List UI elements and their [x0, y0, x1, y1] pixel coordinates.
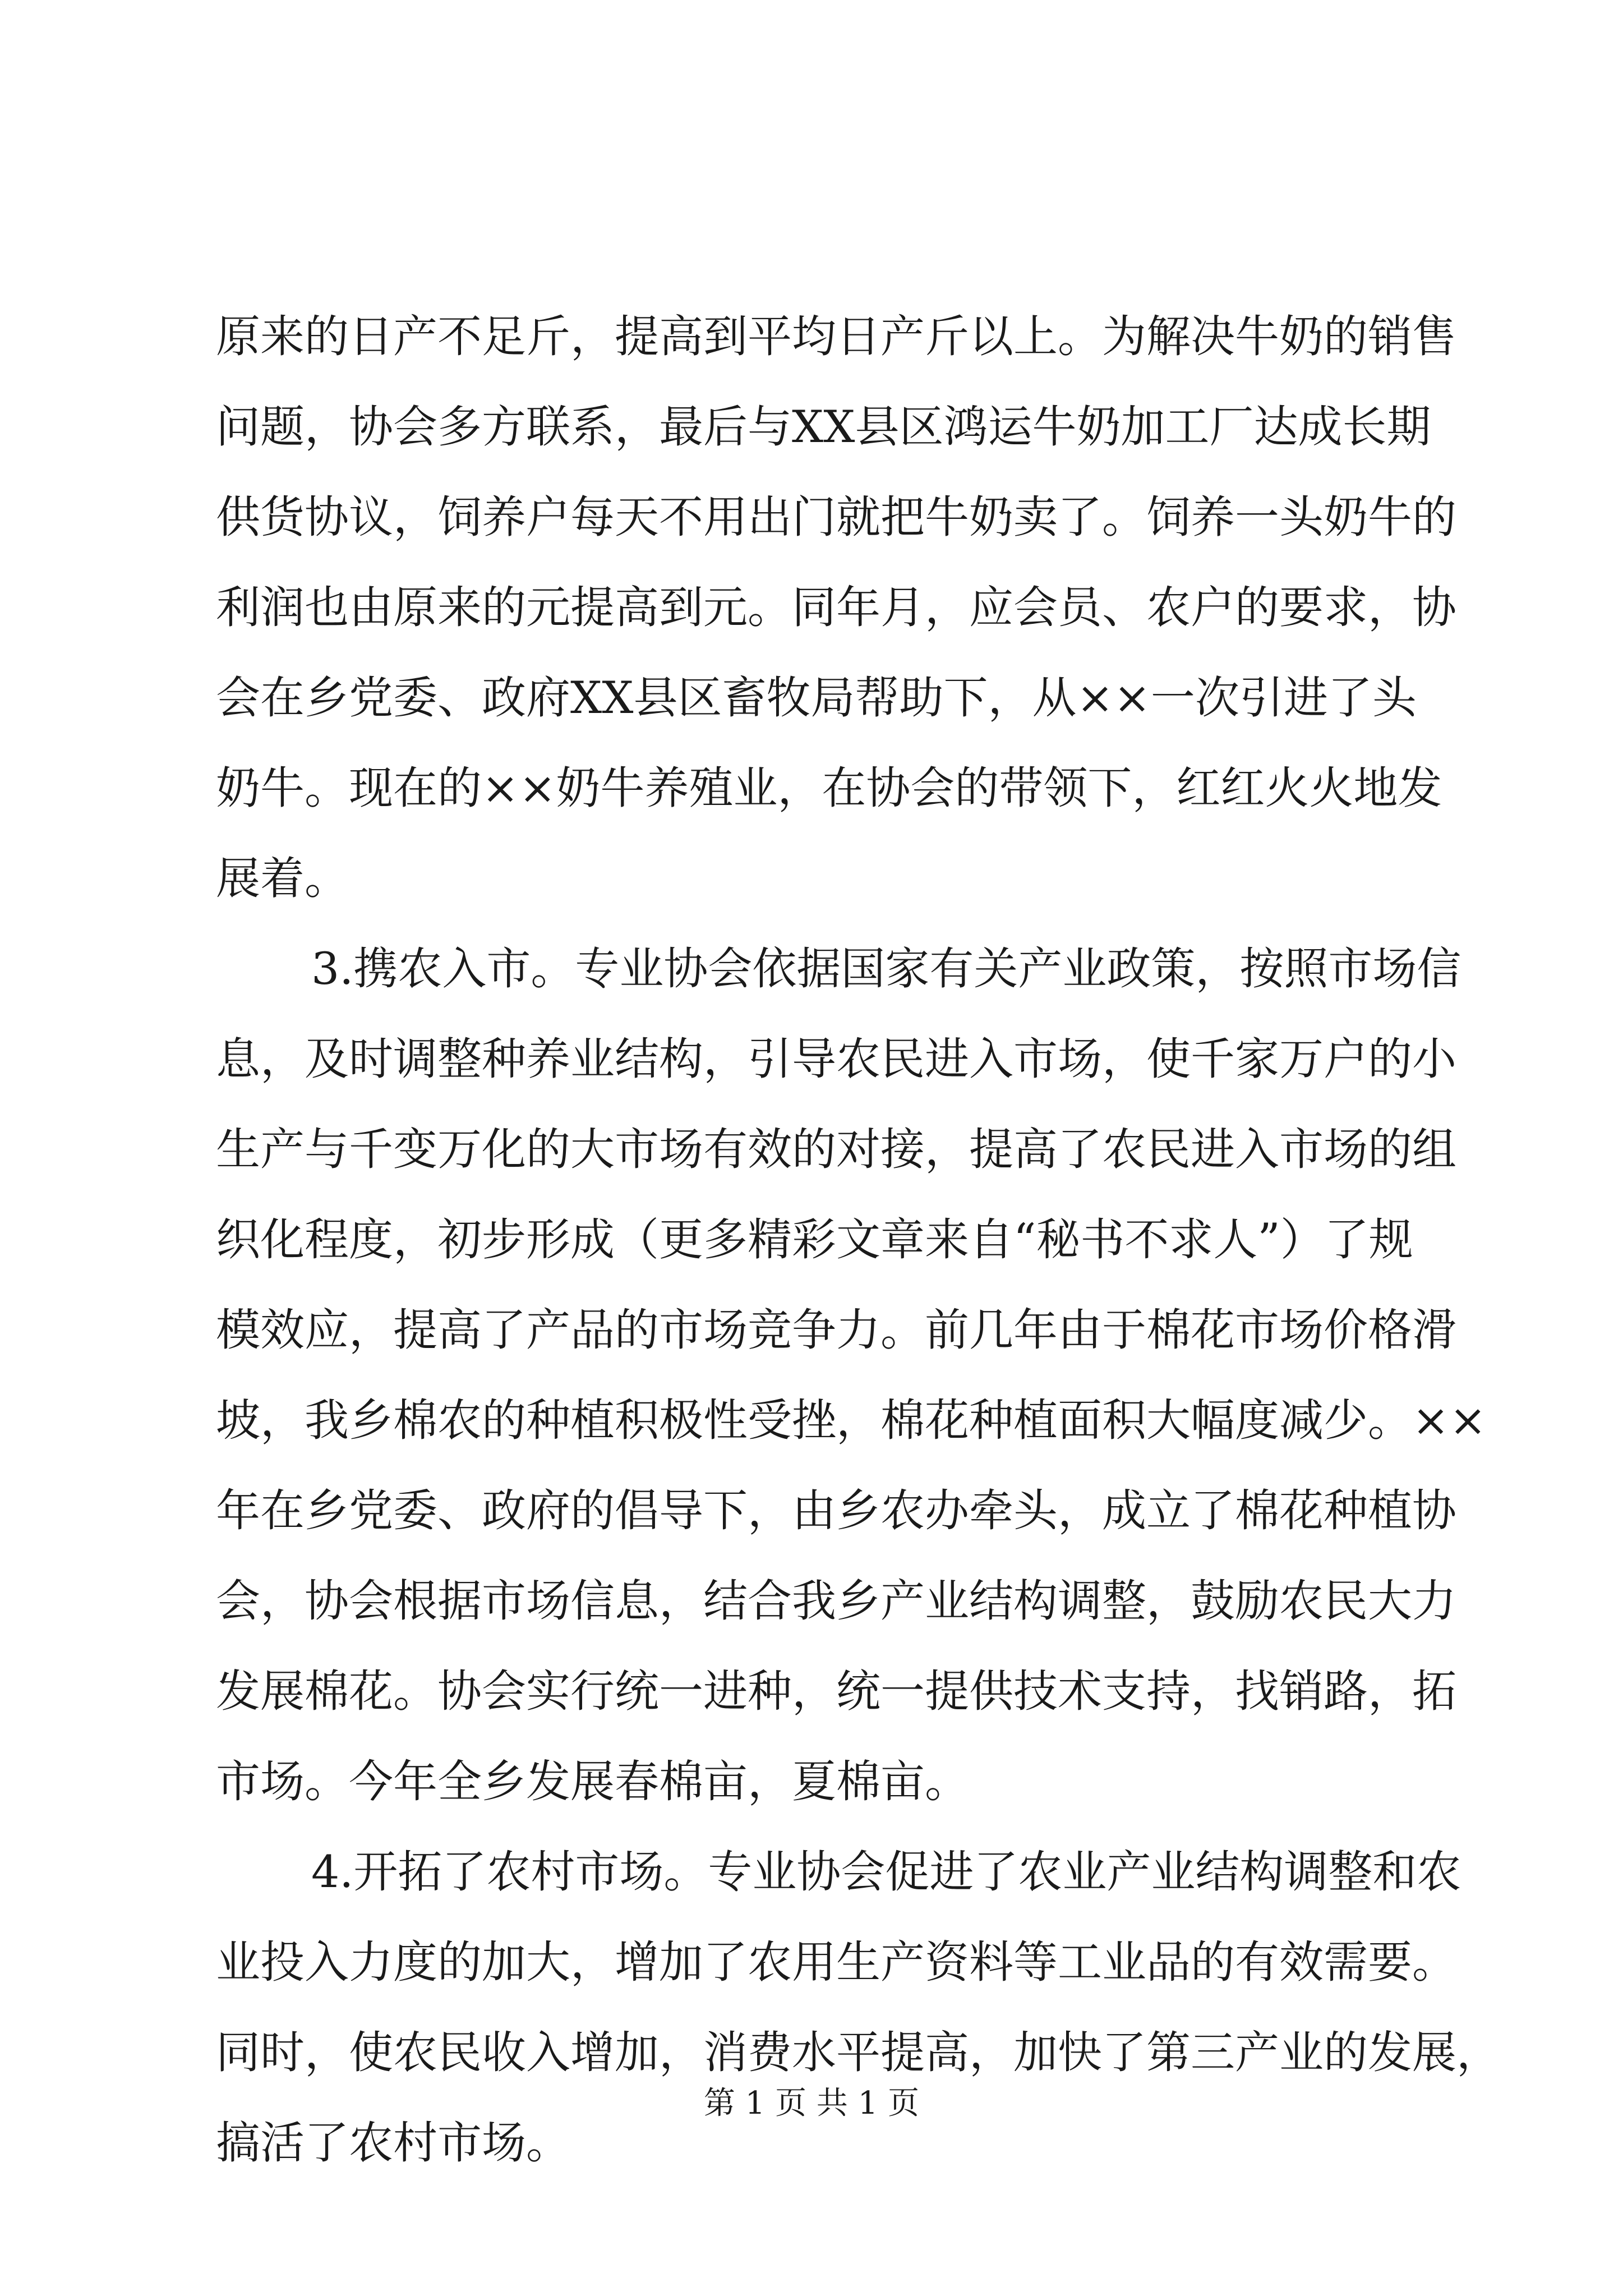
text-line: 市场。今年全乡发展春棉亩，夏棉亩。 [216, 1756, 969, 1807]
page-number-footer: 第 1 页 共 1 页 [703, 2085, 920, 2122]
document-body [216, 292, 1501, 2188]
text-line: 同时，使农民收入增加，消费水平提高，加快了第三产业的发展， [216, 2027, 1501, 2078]
text-line: 发展棉花。协会实行统一进种，统一提供技术支持，找销路，拓 [216, 1665, 1456, 1717]
text-line: 生产与千变万化的大市场有效的对接，提高了农民进入市场的组 [216, 1124, 1456, 1175]
text-line: 会，协会根据市场信息，结合我乡产业结构调整，鼓励农民大力 [216, 1575, 1456, 1627]
text-line: 利润也由原来的元提高到元。同年月，应会员、农户的要求，协 [216, 582, 1456, 633]
paragraph-start-line: 3.携农入市。专业协会依据国家有关产业政策，按照市场信 [311, 943, 1461, 995]
text-line: 织化程度，初步形成（更多精彩文章来自“秘书不求人”）了规 [216, 1214, 1413, 1266]
text-line: 原来的日产不足斤，提高到平均日产斤以上。为解决牛奶的销售 [216, 311, 1456, 362]
text-line: 供货协议，饲养户每天不用出门就把牛奶卖了。饲养一头奶牛的 [216, 491, 1456, 543]
text-line: 奶牛。现在的××奶牛养殖业，在协会的带领下，红红火火地发 [216, 762, 1442, 814]
text-line: 展着。 [216, 853, 349, 904]
text-line: 业投入力度的加大，增加了农用生产资料等工业品的有效需要。 [216, 1936, 1456, 1988]
text-line: 息，及时调整种养业结构，引导农民进入市场，使千家万户的小 [216, 1033, 1456, 1085]
text-line: 模效应，提高了产品的市场竞争力。前几年由于棉花市场价格滑 [216, 1304, 1456, 1356]
text-line: 会在乡党委、政府XX县区畜牧局帮助下，从××一次引进了头 [216, 672, 1417, 724]
paragraph-start-line: 4.开拓了农村市场。专业协会促进了农业产业结构调整和农 [311, 1846, 1461, 1898]
text-line: 年在乡党委、政府的倡导下，由乡农办牵头，成立了棉花种植协 [216, 1485, 1456, 1536]
text-line: 坡，我乡棉农的种植积极性受挫，棉花种植面积大幅度减少。×× [216, 1395, 1487, 1446]
text-line: 问题，协会多方联系，最后与XX县区鸿运牛奶加工厂达成长期 [216, 401, 1431, 453]
text-line: 搞活了农村市场。 [216, 2117, 570, 2169]
